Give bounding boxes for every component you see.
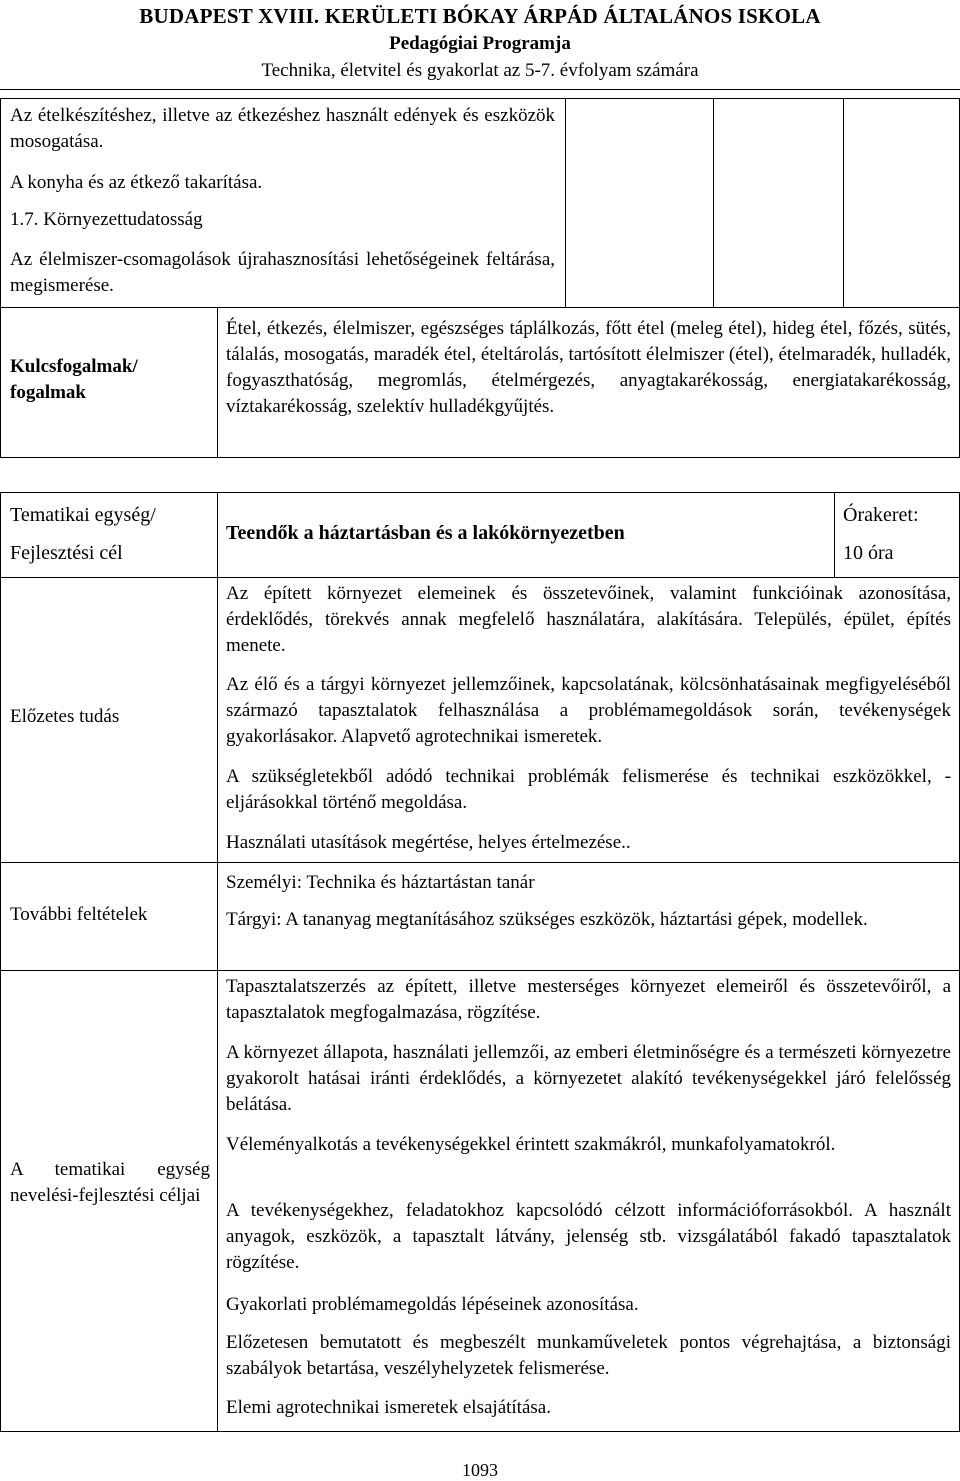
- conditions-label: További feltételek: [10, 904, 148, 925]
- empty-cell: [713, 98, 844, 308]
- unit-label-line1: Tematikai egység/: [10, 504, 156, 526]
- prior-paragraph: Használati utasítások megértése, helyes értelmezése..: [226, 832, 631, 853]
- goals-label: A tematikai egység nevelési-fejlesztési céljai: [10, 1159, 210, 1206]
- hours-value: 10 óra: [843, 542, 894, 564]
- prior-paragraph: Az épített környezet elemeinek és összetevőinek, valamint funkcióinak azonosítása, érdeklődés, törekvés annak megfelelő használatára, alakítására. Település, épület, építés menete.: [226, 583, 951, 656]
- goals-paragraph: Tapasztalatszerzés az épített, illetve mesterséges környezet elemeiről és összetevőiről, a tapasztalatok megfogalmazása, rögzítése.: [226, 976, 951, 1023]
- prior-paragraph: Az élő és a tárgyi környezet jellemzőinek, kapcsolatának, kölcsönhatásainak megfigyeléséből származó tapasztalatok felhasználása a problémamegoldások során, tevékenységek gyakorlásakor. Alapvető agrotechnikai ismeretek.: [226, 674, 951, 747]
- conditions-paragraph: Személyi: Technika és háztartástan tanár: [226, 872, 535, 893]
- section-heading: 1.7. Környezettudatosság: [10, 209, 203, 230]
- empty-cell: [843, 98, 960, 308]
- keywords-label: Kulcsfogalmak/ fogalmak: [10, 356, 138, 403]
- hours-label: Órakeret:: [843, 504, 919, 526]
- content-item: Az ételkészítéshez, illetve az étkezéshez használt edények és eszközök mosogatása.: [10, 105, 555, 152]
- keywords-text: Étel, étkezés, élelmiszer, egészséges táplálkozás, főtt étel (meleg étel), hideg étel, főzés, sütés, tálalás, mosogatás, maradék étel, ételtárolás, tartósított élelmiszer (étel), ételmaradék, hulladék, fogyaszthatóság, megromlás, ételmérgezés, anyagtakarékosság, energiatakarékosság, víztakarékosság, szelektív hulladékgyűjtés.: [226, 318, 951, 417]
- content-item: A konyha és az étkező takarítása.: [10, 172, 263, 193]
- page-number: 1093: [462, 1460, 498, 1480]
- unit-label-line2: Fejlesztési cél: [10, 542, 123, 564]
- school-name: BUDAPEST XVIII. KERÜLETI BÓKAY ÁRPÁD ÁLTALÁNOS ISKOLA: [139, 4, 821, 28]
- subject-title: Technika, életvitel és gyakorlat az 5-7. évfolyam számára: [261, 60, 699, 81]
- program-title: Pedagógiai Programja: [389, 33, 571, 54]
- goals-paragraph: Elemi agrotechnikai ismeretek elsajátítása.: [226, 1397, 551, 1418]
- prior-paragraph: A szükségletekből adódó technikai problémák felismerése és technikai eszközökkel, -eljárásokkal történő megoldása.: [226, 766, 951, 813]
- conditions-paragraph: Tárgyi: A tananyag megtanításához szükséges eszközök, háztartási gépek, modellek.: [226, 909, 868, 930]
- unit-title: Teendők a háztartásban és a lakókörnyezetben: [226, 522, 625, 544]
- goals-paragraph: Véleményalkotás a tevékenységekkel érintett szakmákról, munkafolyamatokról.: [226, 1134, 836, 1155]
- goals-paragraph: Előzetesen bemutatott és megbeszélt munkaműveletek pontos végrehajtása, a biztonsági szabályok betartása, veszélyhelyzetek felismerése.: [226, 1332, 951, 1379]
- goals-paragraph: Gyakorlati problémamegoldás lépéseinek azonosítása.: [226, 1294, 639, 1315]
- header-divider: [0, 89, 960, 90]
- empty-cell: [565, 98, 714, 308]
- content-item: Az élelmiszer-csomagolások újrahasznosítási lehetőségeinek feltárása, megismerése.: [10, 249, 555, 296]
- goals-paragraph: A tevékenységekhez, feladatokhoz kapcsolódó célzott információforrásokból. A használt anyagok, eszközök, a tapasztalt látvány, jelenség stb. vizsgálatából fakadó tapasztalatok rögzítése.: [226, 1200, 951, 1273]
- goals-paragraph: A környezet állapota, használati jellemzői, az emberi életminőségre és a természeti környezetre gyakorolt hatásai iránti érdeklődés, a környezetet alakító tevékenységekkel járó felelősség belátása.: [226, 1042, 951, 1115]
- prior-label: Előzetes tudás: [10, 706, 120, 727]
